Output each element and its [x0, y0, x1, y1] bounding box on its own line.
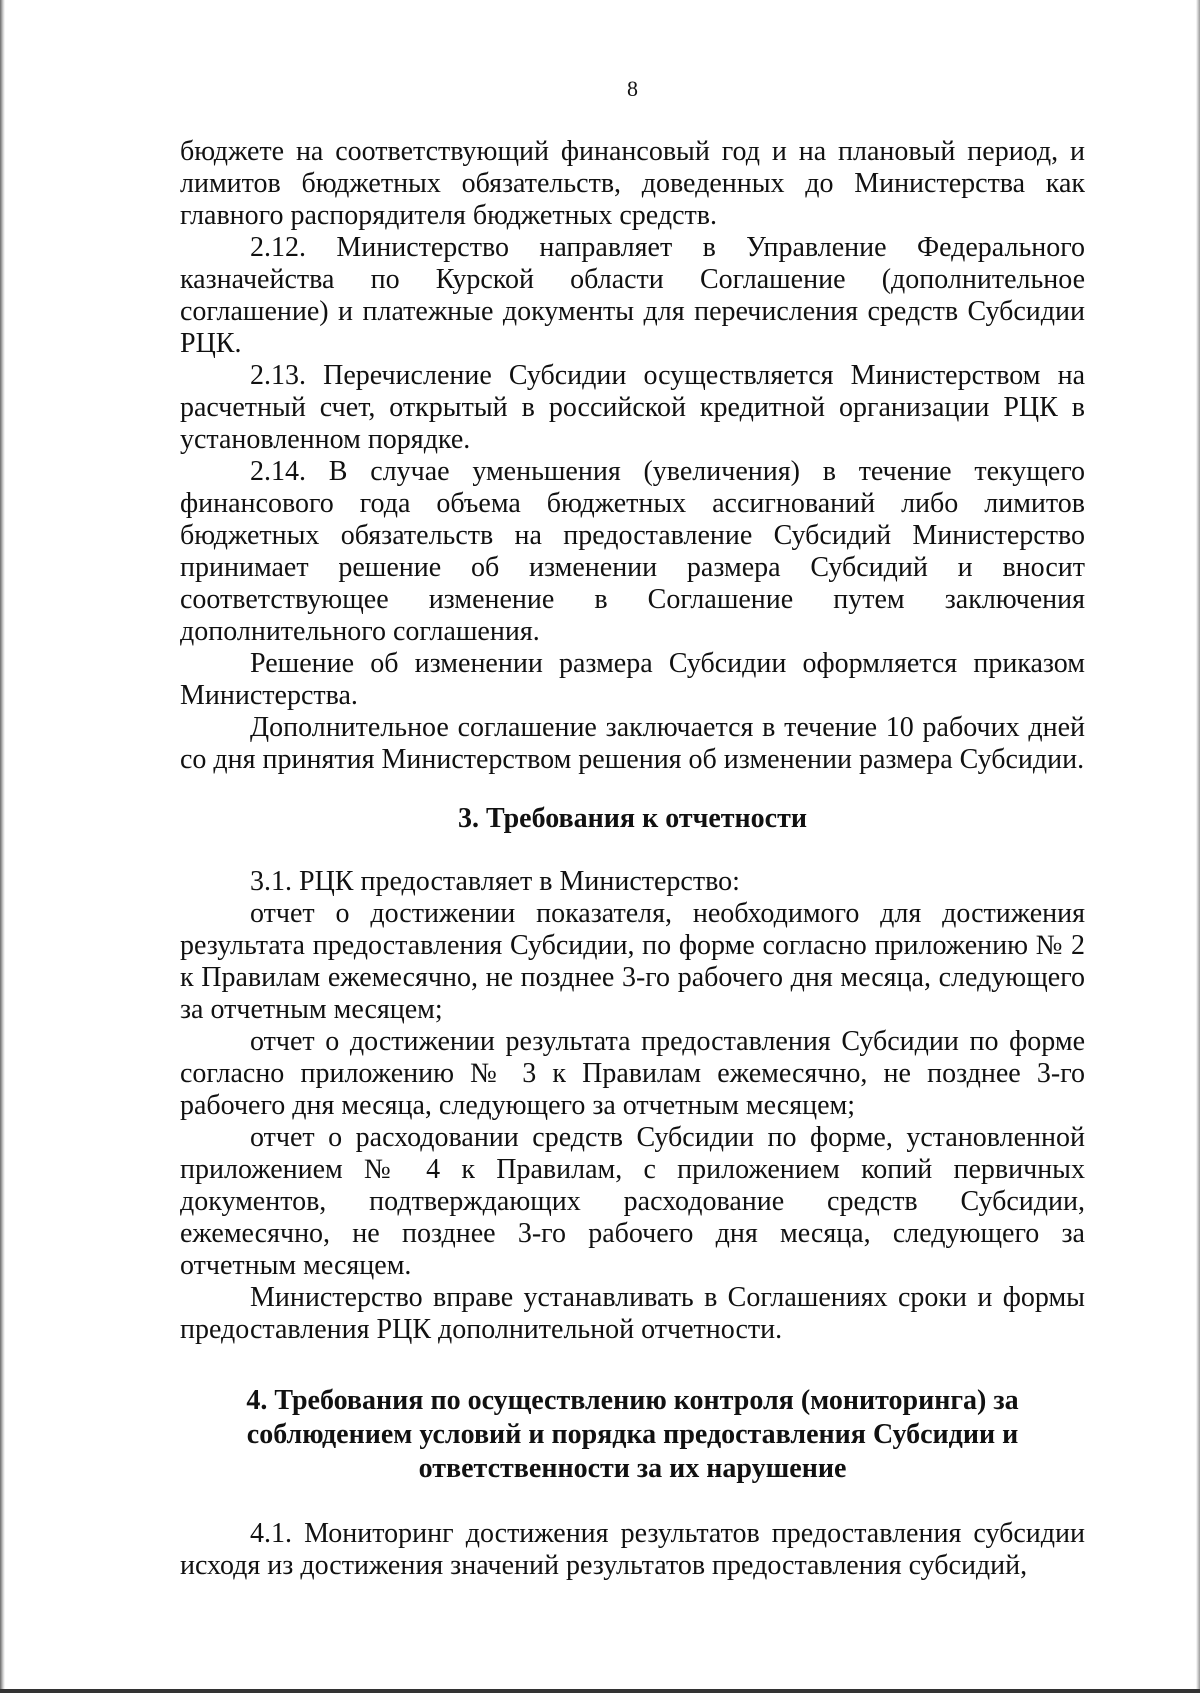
paragraph-report-result: отчет о достижении результата предоставления Субсидии по форме согласно приложению № 3 к Правилам ежемесячно, не позднее 3-го рабочего дня месяца, следующего за отчетным месяцем;	[180, 1026, 1085, 1121]
section-4-heading-line: соблюдением условий и порядка предоставления Субсидии и	[246, 1419, 1019, 1450]
paragraph-decision: Решение об изменении размера Субсидии оформляется приказом Министерства.	[180, 648, 1085, 711]
section-3-heading: 3. Требования к отчетности	[457, 803, 807, 834]
scan-edge-left	[0, 0, 5, 1693]
paragraph-report-expenses: отчет о расходовании средств Субсидии по форме, установленной приложением № 4 к Правилам, с приложением копий первичных документов, подтверждающих расходование средств Субсидии, ежемесячно, не позднее 3-го рабочего дня месяца, следующего за отчетным месяцем.	[180, 1122, 1085, 1281]
section-4-heading	[220, 1384, 1045, 1486]
page-number: 8	[627, 76, 638, 101]
paragraph-2-12: 2.12. Министерство направляет в Управление Федерального казначейства по Курской области Соглашение (дополнительное соглашение) и платежные документы для перечисления средств Субсидии РЦК.	[180, 232, 1085, 359]
document-page	[180, 76, 1085, 1582]
scan-edge-bottom	[0, 1689, 1200, 1693]
paragraph-2-13: 2.13. Перечисление Субсидии осуществляется Министерством на расчетный счет, открытый в российской кредитной организации РЦК в установленном порядке.	[180, 360, 1085, 455]
paragraph-2-14: 2.14. В случае уменьшения (увеличения) в течение текущего финансового года объема бюджетных ассигнований либо лимитов бюджетных обязательств на предоставление Субсидий Министерство принимает решение об изменении размера Субсидий и вносит соответствующее изменение в Соглашение путем заключения дополнительного соглашения.	[180, 456, 1085, 647]
paragraph-continuation: бюджете на соответствующий финансовый год и на плановый период, и лимитов бюджетных обязательств, доведенных до Министерства как главного распорядителя бюджетных средств.	[180, 136, 1085, 231]
paragraph-report-indicator: отчет о достижении показателя, необходимого для достижения результата предоставления Субсидии, по форме согласно приложению № 2 к Правилам ежемесячно, не позднее 3-го рабочего дня месяца, следующего за отчетным месяцем;	[180, 898, 1085, 1025]
scan-edge-right	[1196, 0, 1200, 1693]
paragraph-3-1: 3.1. РЦК предоставляет в Министерство:	[250, 866, 740, 897]
section-4-heading-line: ответственности за их нарушение	[418, 1453, 847, 1484]
paragraph-4-1: 4.1. Мониторинг достижения результатов предоставления субсидии исходя из достижения значений результатов предоставления субсидий,	[180, 1518, 1085, 1581]
section-4-heading-line: 4. Требования по осуществлению контроля (мониторинга) за	[246, 1385, 1019, 1416]
paragraph-additional-agreement: Дополнительное соглашение заключается в течение 10 рабочих дней со дня принятия Министерством решения об изменении размера Субсидии.	[180, 712, 1085, 775]
paragraph-additional-reporting: Министерство вправе устанавливать в Соглашениях сроки и формы предоставления РЦК дополнительной отчетности.	[180, 1282, 1085, 1345]
